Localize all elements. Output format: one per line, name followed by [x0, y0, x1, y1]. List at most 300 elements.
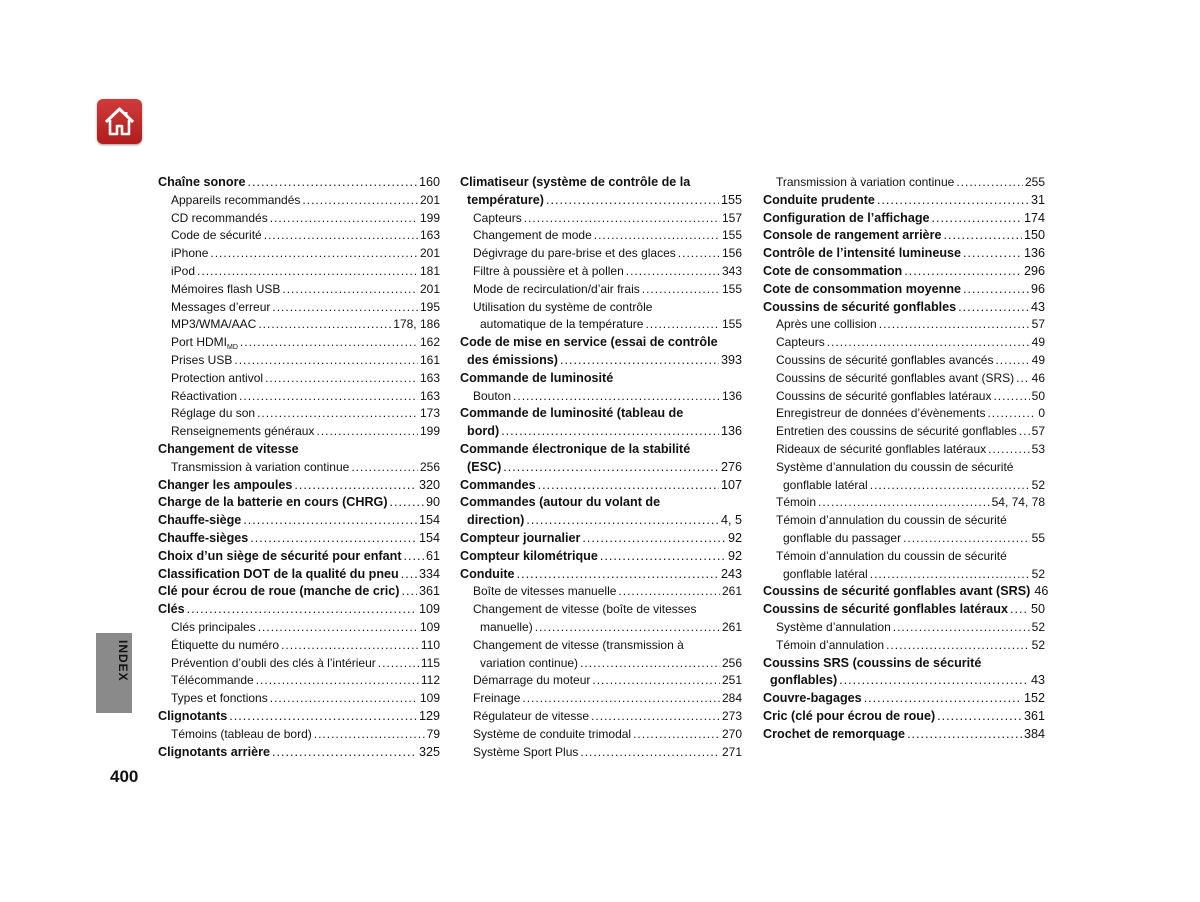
- index-entry[interactable]: [460, 210, 742, 228]
- dot-leader: [626, 263, 720, 281]
- index-entry-page[interactable]: 201: [419, 281, 440, 296]
- index-entry[interactable]: [158, 281, 440, 299]
- index-entry-text: Témoin d’annulation: [776, 637, 885, 652]
- dot-leader: [818, 494, 990, 512]
- index-entry-page[interactable]: 178, 186: [393, 317, 440, 332]
- dot-leader: [257, 405, 418, 423]
- index-entry-text: Régulateur de vitesse: [473, 708, 590, 723]
- index-entry-text: Capteurs: [473, 210, 522, 225]
- index-entry-page[interactable]: 271: [721, 744, 742, 759]
- index-entry[interactable]: [158, 672, 440, 690]
- index-entry-page[interactable]: 284: [721, 691, 742, 706]
- index-entry[interactable]: [763, 477, 1045, 495]
- index-entry[interactable]: [763, 334, 1045, 352]
- index-entry[interactable]: [158, 530, 440, 548]
- index-entry[interactable]: [460, 512, 742, 530]
- index-entry-page[interactable]: 163: [419, 388, 440, 403]
- index-entry[interactable]: [158, 512, 440, 530]
- index-entry[interactable]: [158, 601, 440, 619]
- index-entry-page[interactable]: 343: [721, 263, 742, 278]
- index-entry[interactable]: [460, 263, 742, 281]
- index-entry-page[interactable]: 92: [727, 548, 742, 563]
- index-entry[interactable]: [158, 174, 440, 192]
- dot-leader: [517, 566, 719, 584]
- index-entry-page[interactable]: 154: [418, 513, 440, 528]
- index-entry[interactable]: [763, 690, 1045, 708]
- index-entry[interactable]: [460, 530, 742, 548]
- index-entry[interactable]: [460, 405, 742, 423]
- index-entry-page[interactable]: 163: [419, 370, 440, 385]
- index-entry[interactable]: [763, 726, 1045, 744]
- index-entry-text: Témoin: [776, 495, 817, 510]
- index-entry-page[interactable]: 115: [420, 655, 440, 670]
- dot-leader: [229, 708, 417, 726]
- index-entry-text: Coussins de sécurité gonflables latéraux: [763, 602, 1008, 617]
- index-entry-page[interactable]: 199: [419, 424, 440, 439]
- index-entry-text: Étiquette du numéro: [171, 637, 280, 652]
- index-entry-page[interactable]: 160: [418, 175, 440, 189]
- index-entry-page[interactable]: 181: [419, 263, 440, 278]
- index-entry-text: Système Sport Plus: [473, 744, 579, 759]
- index-entry[interactable]: [460, 352, 742, 370]
- index-entry[interactable]: [158, 566, 440, 584]
- index-entry-page[interactable]: 256: [419, 459, 440, 474]
- home-button[interactable]: [97, 99, 142, 144]
- index-entry[interactable]: [763, 637, 1045, 655]
- index-entry[interactable]: [460, 672, 742, 690]
- index-entry[interactable]: [158, 334, 440, 352]
- index-entry-text: Couvre-bagages: [763, 691, 862, 706]
- index-entry-text: Système d’annulation du coussin de sécurité: [776, 459, 1014, 474]
- index-entry[interactable]: [763, 583, 1049, 601]
- index-entry[interactable]: [763, 281, 1045, 299]
- index-entry-page[interactable]: 155: [721, 317, 742, 332]
- index-entry-text: Compteur journalier: [460, 530, 581, 545]
- index-entry-page[interactable]: 174: [1023, 210, 1045, 225]
- index-entry-page[interactable]: 276: [720, 459, 742, 474]
- index-entry[interactable]: [763, 548, 1045, 566]
- dot-leader: [877, 192, 1029, 210]
- dot-leader: [264, 227, 418, 245]
- index-entry[interactable]: [763, 352, 1045, 370]
- index-entry-page[interactable]: 57: [1031, 424, 1045, 439]
- index-entry[interactable]: [158, 316, 440, 334]
- index-entry[interactable]: [460, 619, 742, 637]
- index-entry-page[interactable]: 57: [1031, 317, 1045, 332]
- index-entry[interactable]: [460, 245, 742, 263]
- section-tab-label: INDEX: [116, 640, 130, 682]
- index-entry-page[interactable]: 4, 5: [720, 513, 742, 528]
- index-entry-page[interactable]: 79: [426, 726, 440, 741]
- index-entry[interactable]: [158, 388, 440, 406]
- index-entry-page[interactable]: 270: [721, 726, 742, 741]
- index-entry[interactable]: [763, 192, 1045, 210]
- index-entry-text: Clé pour écrou de roue (manche de cric): [158, 584, 400, 599]
- index-entry[interactable]: [158, 637, 440, 655]
- index-entry-page[interactable]: 52: [1031, 566, 1045, 581]
- dot-leader: [993, 388, 1029, 406]
- index-entry-page[interactable]: 361: [418, 584, 440, 599]
- index-entry-text: iPod: [171, 263, 196, 278]
- index-entry-text: Climatiseur (système de contrôle de la: [460, 175, 691, 189]
- index-entry-text: Chauffe-sièges: [158, 530, 249, 545]
- index-entry[interactable]: [763, 174, 1045, 192]
- index-entry-page[interactable]: 195: [419, 299, 440, 314]
- index-entry-text: Transmission à variation continue: [171, 459, 350, 474]
- dot-leader: [1019, 423, 1030, 441]
- dot-leader: [886, 637, 1030, 655]
- index-entry[interactable]: [158, 192, 440, 210]
- dot-leader: [258, 619, 418, 637]
- dot-leader: [594, 227, 720, 245]
- index-entry[interactable]: [158, 245, 440, 263]
- index-entry[interactable]: [158, 726, 440, 744]
- index-entry-text: Changer les ampoules: [158, 477, 293, 492]
- index-entry-page[interactable]: 112: [420, 673, 440, 688]
- index-entry-text: Code de sécurité: [171, 228, 262, 243]
- index-entry[interactable]: [460, 637, 742, 655]
- dot-leader: [522, 690, 720, 708]
- dot-leader: [270, 690, 418, 708]
- index-entry-page[interactable]: 163: [419, 228, 440, 243]
- index-entry-page[interactable]: 55: [1031, 530, 1045, 545]
- index-entry[interactable]: [460, 494, 742, 512]
- index-entry[interactable]: [158, 690, 440, 708]
- index-entry-page[interactable]: 156: [721, 246, 742, 261]
- index-entry[interactable]: [460, 423, 742, 441]
- index-entry-page[interactable]: 261: [721, 584, 742, 599]
- index-entry-text: Mémoires flash USB: [171, 281, 281, 296]
- index-entry-text: Changement de mode: [473, 228, 592, 243]
- index-entry-page[interactable]: 53: [1031, 441, 1045, 456]
- index-entry[interactable]: [763, 708, 1045, 726]
- index-entry-text: Transmission à variation continue: [776, 175, 955, 189]
- dot-leader: [503, 459, 719, 477]
- index-entry-text: Console de rangement arrière: [763, 228, 942, 243]
- index-entry-text: (ESC): [467, 459, 502, 474]
- index-entry[interactable]: [763, 530, 1045, 548]
- index-entry[interactable]: [158, 352, 440, 370]
- index-entry-page[interactable]: 251: [721, 673, 742, 688]
- dot-leader: [524, 210, 720, 228]
- dot-leader: [210, 245, 418, 263]
- index-entry-text: Changement de vitesse (transmission à: [473, 637, 684, 652]
- index-entry-text: Commandes (autour du volant de: [460, 495, 661, 510]
- index-entry[interactable]: [460, 548, 742, 566]
- index-entry-page[interactable]: 46: [1031, 370, 1045, 385]
- dot-leader: [870, 566, 1030, 584]
- index-entry[interactable]: [763, 370, 1045, 388]
- index-entry[interactable]: [763, 619, 1045, 637]
- dot-leader: [281, 637, 419, 655]
- index-entry[interactable]: [460, 174, 742, 192]
- index-entry[interactable]: [763, 423, 1045, 441]
- dot-leader: [879, 316, 1030, 334]
- dot-leader: [956, 174, 1023, 192]
- dot-leader: [987, 405, 1036, 423]
- index-entry-text: Code de mise en service (essai de contrôle: [460, 335, 718, 350]
- index-entry-page[interactable]: 96: [1030, 281, 1045, 296]
- index-entry-page[interactable]: 0: [1038, 406, 1045, 421]
- index-entry[interactable]: [460, 227, 742, 245]
- index-entry-page[interactable]: 49: [1031, 352, 1045, 367]
- index-entry-page[interactable]: 320: [418, 477, 440, 492]
- index-entry[interactable]: [460, 281, 742, 299]
- index-entry-text: bord): [467, 424, 500, 439]
- index-entry[interactable]: [763, 672, 1045, 690]
- index-entry[interactable]: [763, 227, 1045, 245]
- page-number: 400: [110, 767, 139, 786]
- index-entry-page[interactable]: 273: [721, 708, 742, 723]
- dot-leader: [316, 423, 418, 441]
- index-entry[interactable]: [763, 299, 1045, 317]
- index-entry-page[interactable]: 52: [1031, 637, 1045, 652]
- dot-leader: [513, 388, 720, 406]
- index-entry[interactable]: [158, 708, 440, 726]
- dot-leader: [904, 263, 1022, 281]
- index-entry[interactable]: [158, 619, 440, 637]
- index-column-3: [763, 174, 1049, 744]
- index-entry-text: Mode de recirculation/d’air frais: [473, 281, 640, 296]
- index-entry-page[interactable]: 50: [1031, 388, 1045, 403]
- index-entry[interactable]: [158, 477, 440, 495]
- dot-leader: [870, 477, 1030, 495]
- index-entry[interactable]: [763, 388, 1045, 406]
- index-entry[interactable]: [460, 388, 742, 406]
- index-entry-page[interactable]: 157: [721, 210, 742, 225]
- index-entry[interactable]: [158, 494, 440, 512]
- dot-leader: [501, 423, 719, 441]
- index-entry[interactable]: [158, 441, 440, 459]
- index-column-2: [460, 174, 742, 761]
- index-entry-text: Changement de vitesse (boîte de vitesses: [473, 602, 697, 617]
- index-entry[interactable]: [763, 405, 1045, 423]
- dot-leader: [963, 281, 1029, 299]
- index-entry-text: Coussins de sécurité gonflables: [763, 299, 957, 314]
- index-entry-page[interactable]: 43: [1030, 673, 1045, 688]
- index-entry-text: iPhone: [171, 246, 209, 261]
- index-entry-text: gonflable du passager: [783, 530, 902, 545]
- index-entry[interactable]: [158, 548, 440, 566]
- index-entry-page[interactable]: 361: [1023, 708, 1045, 723]
- index-entry[interactable]: [763, 494, 1045, 512]
- index-entry-text: Crochet de remorquage: [763, 726, 906, 741]
- index-entry-page[interactable]: 107: [720, 477, 742, 492]
- index-entry-page[interactable]: 109: [419, 691, 440, 706]
- index-entry[interactable]: [158, 459, 440, 477]
- index-entry[interactable]: [763, 210, 1045, 228]
- index-entry-text: Conduite: [460, 566, 515, 581]
- index-entry-text: Rideaux de sécurité gonflables latéraux: [776, 441, 987, 456]
- index-entry-page[interactable]: 384: [1023, 726, 1045, 741]
- dot-leader: [827, 334, 1030, 352]
- index-entry-page[interactable]: 162: [419, 335, 440, 350]
- index-entry-page[interactable]: 154: [418, 530, 440, 545]
- index-entry-page[interactable]: 50: [1030, 602, 1045, 617]
- index-entry-page[interactable]: 92: [727, 530, 742, 545]
- index-entry-text: Types et fonctions: [171, 691, 268, 706]
- dot-leader: [943, 227, 1022, 245]
- index-entry[interactable]: [460, 726, 742, 744]
- index-entry-text: manuelle): [480, 619, 533, 634]
- index-entry[interactable]: [158, 583, 440, 601]
- index-entry[interactable]: [763, 459, 1045, 477]
- index-entry-page[interactable]: 136: [721, 388, 742, 403]
- index-entry[interactable]: [460, 459, 742, 477]
- index-entry-text: Cric (clé pour écrou de roue): [763, 708, 936, 723]
- index-entry-text: Freinage: [473, 691, 521, 706]
- index-entry[interactable]: [460, 708, 742, 726]
- index-entry[interactable]: [158, 744, 440, 762]
- index-entry-text: Chaîne sonore: [158, 175, 246, 189]
- index-entry-page[interactable]: 261: [721, 619, 742, 634]
- index-entry-page[interactable]: 155: [721, 281, 742, 296]
- index-entry-page[interactable]: 334: [418, 566, 440, 581]
- index-entry[interactable]: [460, 370, 742, 388]
- index-entry-text: Configuration de l’affichage: [763, 210, 930, 225]
- index-entry[interactable]: [460, 744, 742, 762]
- index-entry-page[interactable]: 109: [418, 602, 440, 617]
- index-entry[interactable]: [460, 316, 742, 334]
- index-entry[interactable]: [158, 655, 440, 673]
- index-entry-text: Compteur kilométrique: [460, 548, 598, 563]
- index-entry-page[interactable]: 161: [419, 352, 440, 367]
- index-entry-page[interactable]: 201: [419, 246, 440, 261]
- index-entry[interactable]: [158, 370, 440, 388]
- index-entry-text: direction): [467, 513, 525, 528]
- dot-leader: [401, 583, 417, 601]
- index-entry-page[interactable]: 173: [419, 406, 440, 421]
- index-entry-page[interactable]: 393: [720, 352, 742, 367]
- index-entry-page[interactable]: 255: [1024, 175, 1045, 189]
- index-entry[interactable]: [460, 477, 742, 495]
- index-entry-page[interactable]: 31: [1030, 192, 1045, 207]
- index-entry-page[interactable]: 90: [425, 495, 440, 510]
- index-entry[interactable]: [460, 601, 742, 619]
- index-entry[interactable]: [460, 566, 742, 584]
- index-entry-text: Conduite prudente: [763, 192, 875, 207]
- dot-leader: [592, 672, 720, 690]
- index-entry-text: Contrôle de l’intensité lumineuse: [763, 246, 962, 261]
- index-entry-text: Dégivrage du pare-brise et des glaces: [473, 246, 676, 261]
- index-entry[interactable]: [763, 316, 1045, 334]
- index-entry-text: Clés: [158, 602, 185, 617]
- index-entry-text: Messages d’erreur: [171, 299, 271, 314]
- dot-leader: [270, 210, 418, 228]
- index-entry[interactable]: [763, 566, 1045, 584]
- dot-leader: [302, 192, 418, 210]
- index-entry-page[interactable]: 52: [1031, 477, 1045, 492]
- index-entry[interactable]: [460, 334, 742, 352]
- index-entry-text: Commande de luminosité: [460, 370, 614, 385]
- index-entry[interactable]: [460, 299, 742, 317]
- index-entry-page[interactable]: 201: [419, 192, 440, 207]
- index-entry-page[interactable]: 136: [1023, 246, 1045, 261]
- index-entry-page[interactable]: 150: [1023, 228, 1045, 243]
- dot-leader: [272, 744, 417, 762]
- index-entry[interactable]: [460, 583, 742, 601]
- index-entry-page[interactable]: 136: [720, 424, 742, 439]
- index-entry-page[interactable]: 325: [418, 744, 440, 759]
- index-entry-text: Témoin d’annulation du coussin de sécurité: [776, 513, 1007, 528]
- index-entry[interactable]: [158, 227, 440, 245]
- index-entry-text: température): [467, 192, 544, 207]
- dot-leader: [243, 512, 417, 530]
- index-entry-text: gonflables): [770, 673, 838, 688]
- index-entry-page[interactable]: 152: [1023, 691, 1045, 706]
- dot-leader: [937, 708, 1022, 726]
- index-entry[interactable]: [158, 210, 440, 228]
- index-entry[interactable]: [460, 192, 742, 210]
- index-entry-text: Clignotants: [158, 708, 228, 723]
- dot-leader: [633, 726, 720, 744]
- index-entry-page[interactable]: 155: [720, 192, 742, 207]
- index-entry-text: Chauffe-siège: [158, 513, 242, 528]
- index-entry-page[interactable]: 61: [425, 548, 440, 563]
- dot-leader: [282, 281, 418, 299]
- index-entry-page[interactable]: 49: [1031, 335, 1045, 350]
- index-entry-page[interactable]: 109: [419, 619, 440, 634]
- index-entry-page[interactable]: 243: [720, 566, 742, 581]
- index-entry-page[interactable]: 199: [419, 210, 440, 225]
- index-entry-page[interactable]: 155: [721, 228, 742, 243]
- index-entry[interactable]: [763, 441, 1045, 459]
- index-entry-text: Renseignements généraux: [171, 424, 315, 439]
- index-entry[interactable]: [460, 690, 742, 708]
- index-entry-page[interactable]: 46: [1034, 584, 1049, 599]
- index-entry-text: variation continue): [480, 655, 579, 670]
- index-entry-text: Appareils recommandés: [171, 192, 301, 207]
- dot-leader: [932, 210, 1022, 228]
- dot-leader: [600, 548, 726, 566]
- index-entry-page[interactable]: 256: [721, 655, 742, 670]
- index-entry-page[interactable]: 129: [418, 708, 440, 723]
- index-entry-page[interactable]: 110: [420, 637, 440, 652]
- index-entry-text: Filtre à poussière et à pollen: [473, 263, 624, 278]
- index-entry[interactable]: [763, 245, 1045, 263]
- index-entry-page[interactable]: 52: [1031, 619, 1045, 634]
- index-entry-text: Système d’annulation: [776, 619, 891, 634]
- index-entry-text: gonflable latéral: [783, 566, 868, 581]
- index-entry-text: Changement de vitesse: [158, 441, 299, 456]
- index-entry[interactable]: [158, 423, 440, 441]
- index-entry[interactable]: [460, 441, 742, 459]
- index-entry-text: Protection antivol: [171, 370, 264, 385]
- dot-leader: [234, 352, 418, 370]
- dot-leader: [580, 655, 720, 673]
- index-entry-text: Coussins de sécurité gonflables latéraux: [776, 388, 992, 403]
- index-entry[interactable]: [763, 512, 1045, 530]
- dot-leader: [582, 530, 726, 548]
- index-entry[interactable]: [158, 405, 440, 423]
- index-entry-page[interactable]: 43: [1030, 299, 1045, 314]
- dot-leader: [404, 548, 424, 566]
- index-entry[interactable]: [460, 655, 742, 673]
- index-entry[interactable]: [763, 655, 1045, 673]
- dot-leader: [907, 726, 1022, 744]
- index-entry-text: Clés principales: [171, 619, 256, 634]
- dot-leader: [618, 583, 720, 601]
- dot-leader: [247, 174, 417, 192]
- index-entry-page[interactable]: 296: [1023, 263, 1045, 278]
- index-entry-page[interactable]: 54, 74, 78: [991, 495, 1045, 510]
- index-entry[interactable]: [763, 263, 1045, 281]
- dot-leader: [187, 601, 417, 619]
- index-entry[interactable]: [763, 601, 1045, 619]
- dot-leader: [958, 299, 1029, 317]
- index-entry[interactable]: [158, 299, 440, 317]
- index-entry[interactable]: [158, 263, 440, 281]
